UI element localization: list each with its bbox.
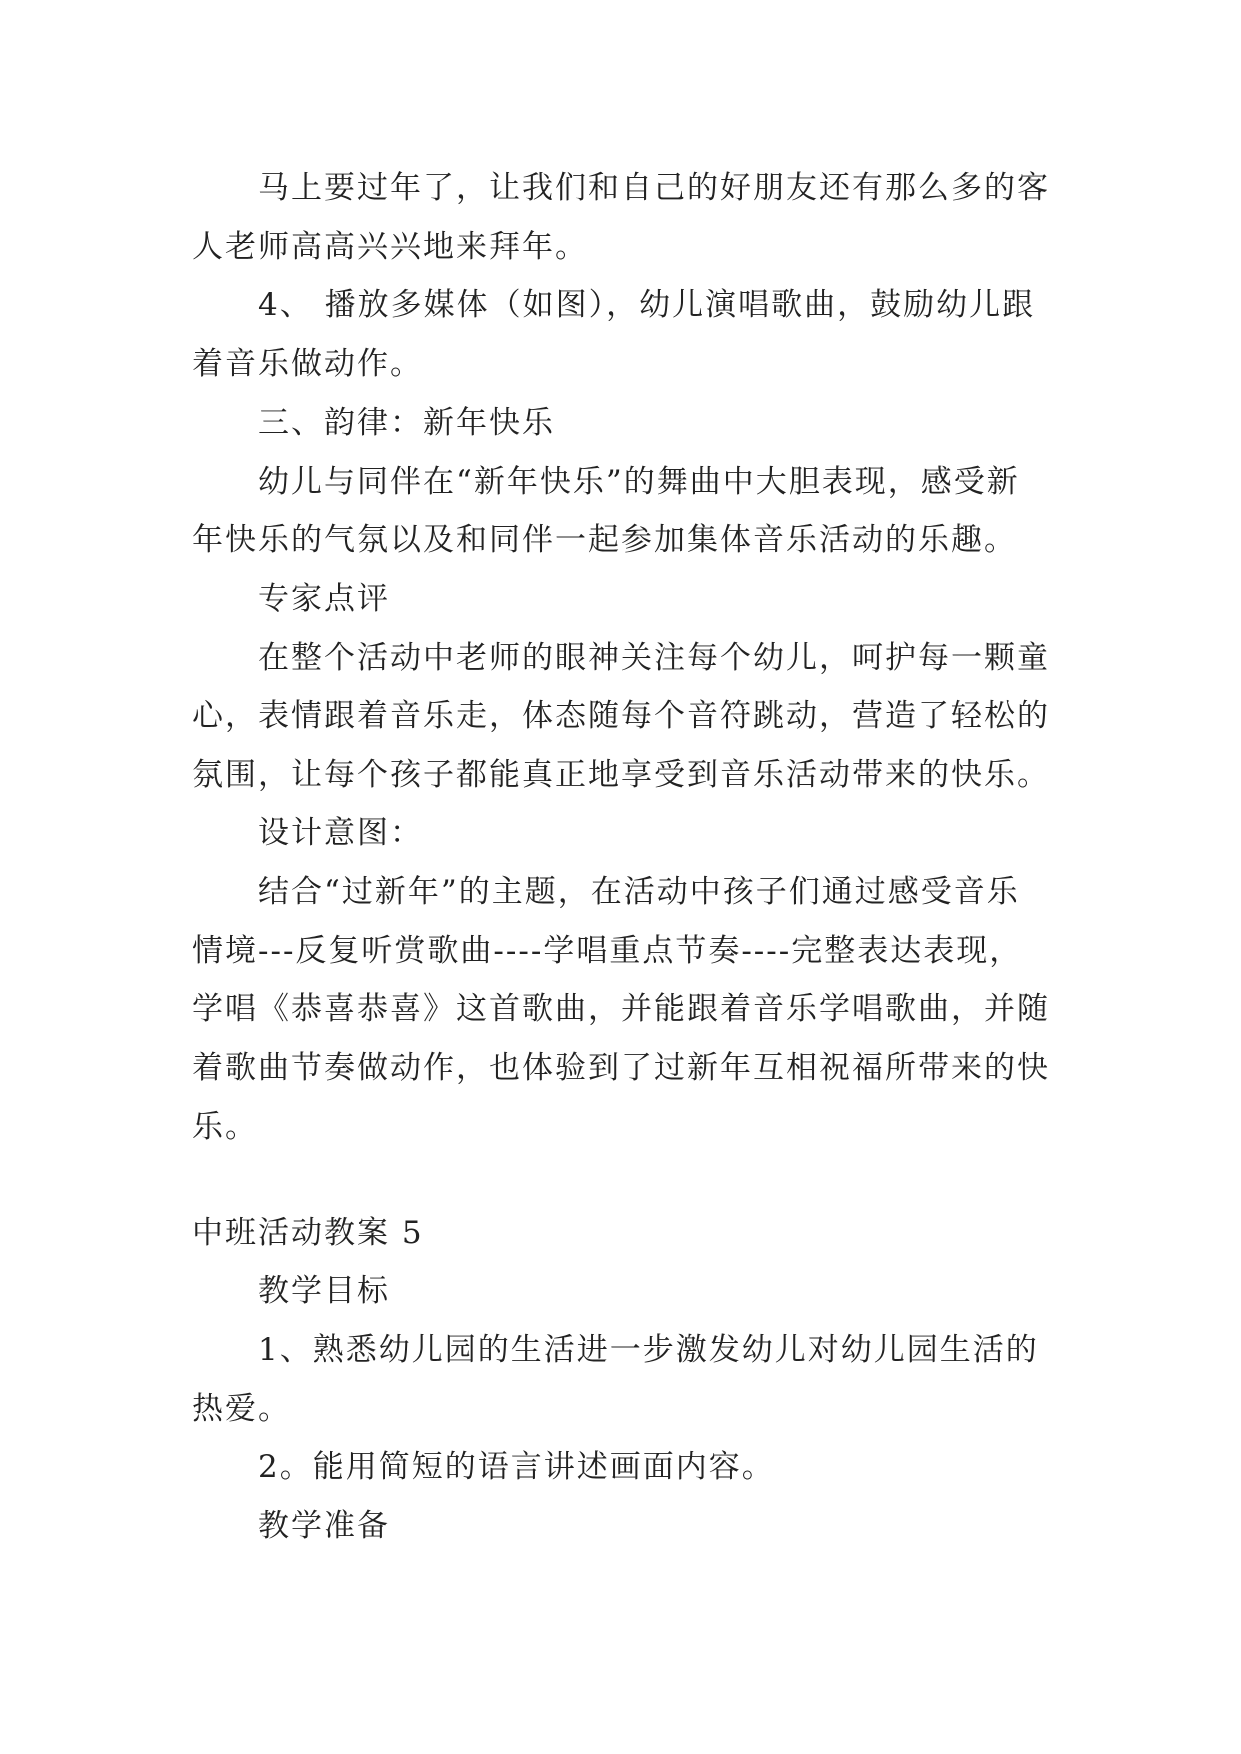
paragraph-line: 乐。 — [192, 1109, 258, 1145]
paragraph-line: 学唱《恭喜恭喜》这首歌曲，并能跟着音乐学唱歌曲，并随 — [192, 991, 1050, 1027]
paragraph-line: 人老师高高兴兴地来拜年。 — [192, 229, 588, 265]
paragraph-line: 心，表情跟着音乐走，体态随每个音符跳动，营造了轻松的 — [192, 698, 1050, 734]
paragraph-line: 1、熟悉幼儿园的生活进一步激发幼儿对幼儿园生活的 — [258, 1332, 1039, 1368]
paragraph-line: 幼儿与同伴在“新年快乐”的舞曲中大胆表现，感受新 — [258, 464, 1020, 500]
paragraph-line: 着歌曲节奏做动作，也体验到了过新年互相祝福所带来的快 — [192, 1050, 1050, 1086]
paragraph-line: 4、 播放多媒体（如图），幼儿演唱歌曲，鼓励幼儿跟 — [258, 287, 1036, 323]
paragraph-line: 马上要过年了，让我们和自己的好朋友还有那么多的客 — [258, 170, 1050, 206]
section-heading: 设计意图： — [258, 815, 423, 851]
paragraph-line: 着音乐做动作。 — [192, 346, 423, 382]
paragraph-line: 2。能用简短的语言讲述画面内容。 — [258, 1449, 775, 1485]
section-heading: 教学准备 — [258, 1508, 390, 1544]
section-heading: 专家点评 — [258, 581, 390, 617]
paragraph-line: 结合“过新年”的主题，在活动中孩子们通过感受音乐 — [258, 874, 1020, 910]
paragraph-line: 在整个活动中老师的眼神关注每个幼儿，呵护每一颗童 — [258, 640, 1050, 676]
paragraph-line: 年快乐的气氛以及和同伴一起参加集体音乐活动的乐趣。 — [192, 522, 1017, 558]
document-title: 中班活动教案 5 — [192, 1215, 424, 1251]
paragraph-line: 情境---反复听赏歌曲----学唱重点节奏----完整表达表现， — [192, 933, 1023, 969]
section-heading: 三、韵律：新年快乐 — [258, 405, 555, 441]
paragraph-line: 氛围，让每个孩子都能真正地享受到音乐活动带来的快乐。 — [192, 757, 1050, 793]
paragraph-line: 热爱。 — [192, 1391, 291, 1427]
section-heading: 教学目标 — [258, 1273, 390, 1309]
